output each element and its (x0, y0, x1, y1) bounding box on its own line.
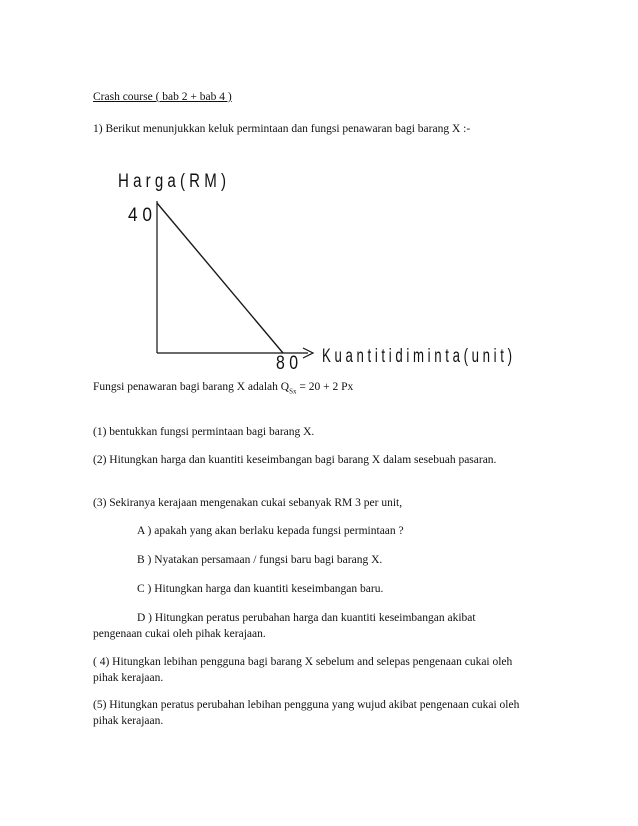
y-intercept-label: 4 0 (128, 205, 152, 226)
question-3b: B ) Nyatakan persamaan / fungsi baru bagi barang X. (137, 554, 383, 566)
question-3a: A ) apakah yang akan berlaku kepada fungsi permintaan ? (137, 525, 404, 537)
question-3c: C ) Hitungkan harga dan kuantiti keseimbangan baru. (137, 583, 384, 595)
question-3d-continuation: pengenaan cukai oleh pihak kerajaan. (93, 628, 266, 640)
y-axis-label: H a r g a ( R M ) (118, 171, 226, 192)
supply-equation: = 20 + 2 Px (296, 381, 354, 393)
demand-line (157, 203, 283, 353)
supply-text: Fungsi penawaran bagi barang X adalah Q (93, 381, 290, 393)
question-2: (2) Hitungkan harga dan kuantiti keseimbangan bagi barang X dalam sesebuah pasaran. (93, 454, 497, 466)
supply-subscript: Sx (289, 387, 297, 396)
question-3: (3) Sekiranya kerajaan mengenakan cukai sebanyak RM 3 per unit, (93, 497, 403, 509)
question-3d: D ) Hitungkan peratus perubahan harga dan kuantiti keseimbangan akibat (137, 612, 476, 624)
supply-function-line (93, 379, 573, 395)
x-intercept-label: 8 0 (276, 353, 298, 374)
question-4: ( 4) Hitungkan lebihan pengguna bagi barang X sebelum and selepas pengenaan cukai oleh pihak kerajaan. (93, 656, 513, 684)
intro-statement: 1) Berikut menunjukkan keluk permintaan dan fungsi penawaran bagi barang X :- (93, 123, 471, 135)
question-5: (5) Hitungkan peratus perubahan lebihan pengguna yang wujud akibat pengenaan cukai oleh pihak kerajaan. (93, 699, 520, 727)
question-1: (1) bentukkan fungsi permintaan bagi barang X. (93, 426, 315, 438)
document-title: Crash course ( bab 2 + bab 4 ) (93, 91, 232, 103)
x-axis-label: K u a n t i t i d i m i n t a ( u n i t ) (322, 346, 512, 367)
demand-curve-graph (0, 165, 638, 374)
